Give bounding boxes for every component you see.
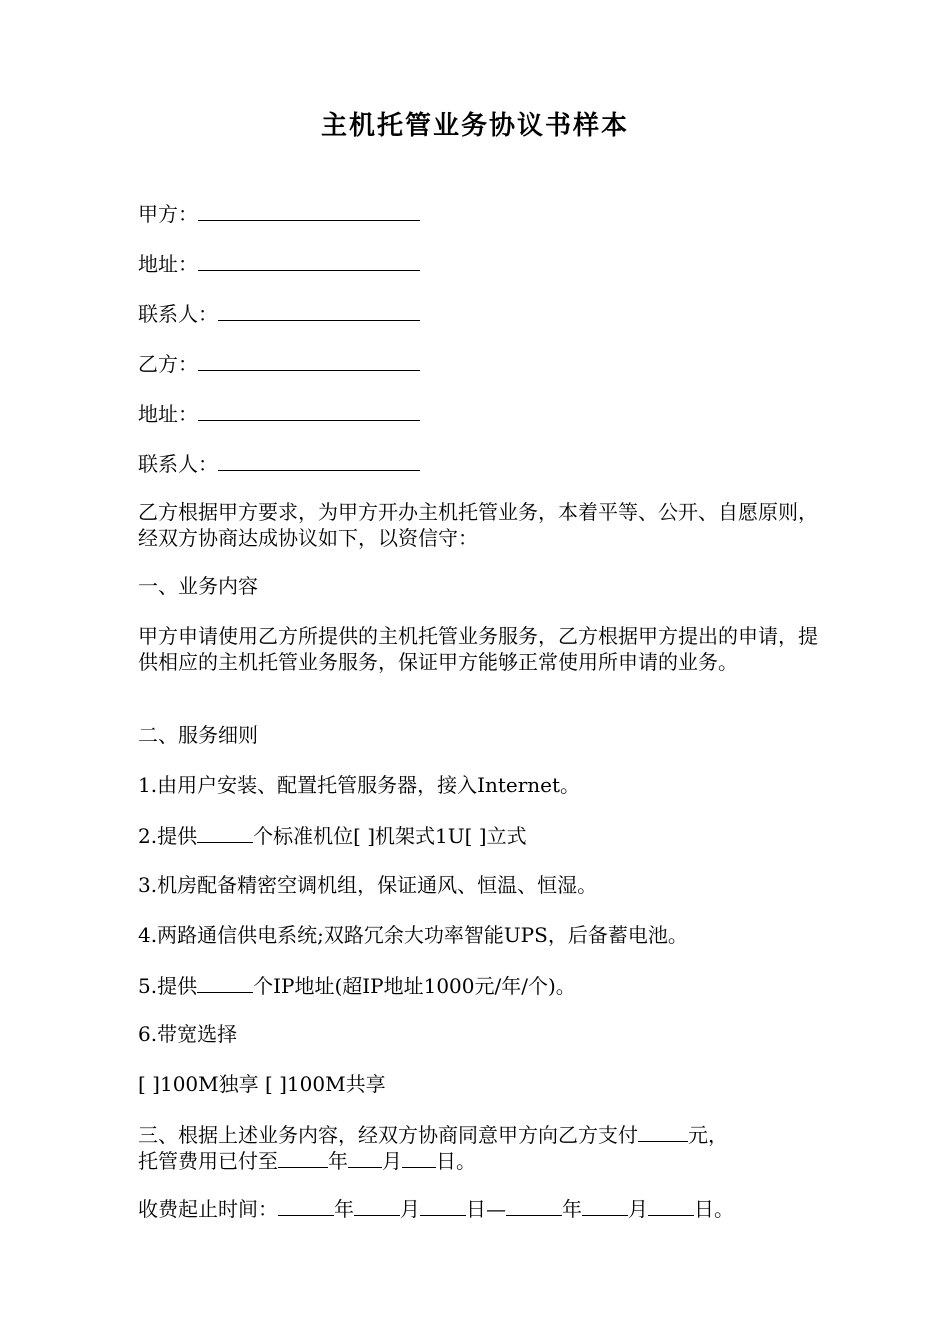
section2-heading: 二、服务细则 — [138, 723, 258, 747]
service-item-2-suffix: 个标准机位[ ]机架式1U[ ]立式 — [253, 824, 527, 848]
end-year-blank — [506, 1195, 562, 1216]
party-b-line — [138, 350, 420, 377]
party-a-contact-blank — [218, 300, 420, 321]
party-a-address-line — [138, 250, 420, 277]
ip-count-blank — [197, 972, 253, 993]
party-b-blank — [198, 350, 420, 371]
party-a-contact-line — [138, 300, 420, 327]
payment-prefix: 三、根据上述业务内容，经双方协商同意甲方向乙方支付 — [138, 1123, 638, 1147]
end-year-label: 年 — [562, 1197, 582, 1221]
paid-until-label: 托管费用已付至 — [138, 1149, 278, 1173]
service-item-6: 6.带宽选择 — [138, 1022, 238, 1046]
party-b-address-label: 地址： — [138, 402, 198, 426]
end-day-blank — [648, 1195, 694, 1216]
party-b-contact-label: 联系人： — [138, 452, 218, 476]
party-b-contact-line — [138, 450, 420, 477]
section1-body: 甲方申请使用乙方所提供的主机托管业务服务，乙方根据甲方提出的申请，提供相应的主机托管业务服务，保证甲方能够正常使用所申请的业务。 — [138, 624, 818, 674]
paid-day-blank — [402, 1147, 436, 1168]
service-item-4: 4.两路通信供电系统;双路冗余大功率智能UPS，后备蓄电池。 — [138, 923, 688, 947]
billing-period-label: 收费起止时间： — [138, 1197, 278, 1221]
party-a-address-label: 地址： — [138, 252, 198, 276]
paid-month-blank — [348, 1147, 382, 1168]
party-b-label: 乙方： — [138, 352, 198, 376]
paid-year-blank — [278, 1147, 328, 1168]
period-dash: — — [486, 1197, 506, 1221]
intro-paragraph: 乙方根据甲方要求，为甲方开办主机托管业务，本着平等、公开、自愿原则，经双方协商达成协议如下，以资信守： — [138, 500, 818, 550]
start-year-label: 年 — [334, 1197, 354, 1221]
payment-amount-blank — [638, 1121, 688, 1142]
party-a-blank — [198, 200, 420, 221]
bandwidth-options: [ ]100M独享 [ ]100M共享 — [138, 1072, 386, 1096]
service-item-2-prefix: 2.提供 — [138, 824, 198, 848]
billing-period-line — [138, 1195, 734, 1222]
paid-month-label: 月 — [382, 1149, 402, 1173]
start-day-label: 日 — [466, 1197, 486, 1221]
start-year-blank — [278, 1195, 334, 1216]
paid-year-label: 年 — [328, 1149, 348, 1173]
paid-day-label: 日。 — [436, 1149, 476, 1173]
service-item-3: 3.机房配备精密空调机组，保证通风、恒温、恒湿。 — [138, 873, 598, 897]
party-a-contact-label: 联系人： — [138, 302, 218, 326]
document-title: 主机托管业务协议书样本 — [320, 111, 629, 141]
service-item-1: 1.由用户安装、配置托管服务器，接入Internet。 — [138, 773, 581, 797]
service-item-5-prefix: 5.提供 — [138, 974, 198, 998]
party-b-contact-blank — [218, 450, 420, 471]
service-item-2 — [138, 822, 527, 849]
payment-line — [138, 1121, 728, 1148]
paid-until-line — [138, 1147, 476, 1174]
end-month-label: 月 — [628, 1197, 648, 1221]
party-b-address-blank — [198, 400, 420, 421]
start-month-blank — [354, 1195, 400, 1216]
party-a-label: 甲方： — [138, 202, 198, 226]
start-day-blank — [420, 1195, 466, 1216]
service-item-5-suffix: 个IP地址(超IP地址1000元/年/个)。 — [253, 974, 576, 998]
service-item-5 — [138, 972, 576, 999]
start-month-label: 月 — [400, 1197, 420, 1221]
section1-heading: 一、业务内容 — [138, 574, 258, 598]
payment-suffix: 元， — [688, 1123, 728, 1147]
rack-count-blank — [197, 822, 253, 843]
end-month-blank — [582, 1195, 628, 1216]
end-day-label: 日。 — [694, 1197, 734, 1221]
party-a-address-blank — [198, 250, 420, 271]
party-a-line — [138, 200, 420, 227]
party-b-address-line — [138, 400, 420, 427]
